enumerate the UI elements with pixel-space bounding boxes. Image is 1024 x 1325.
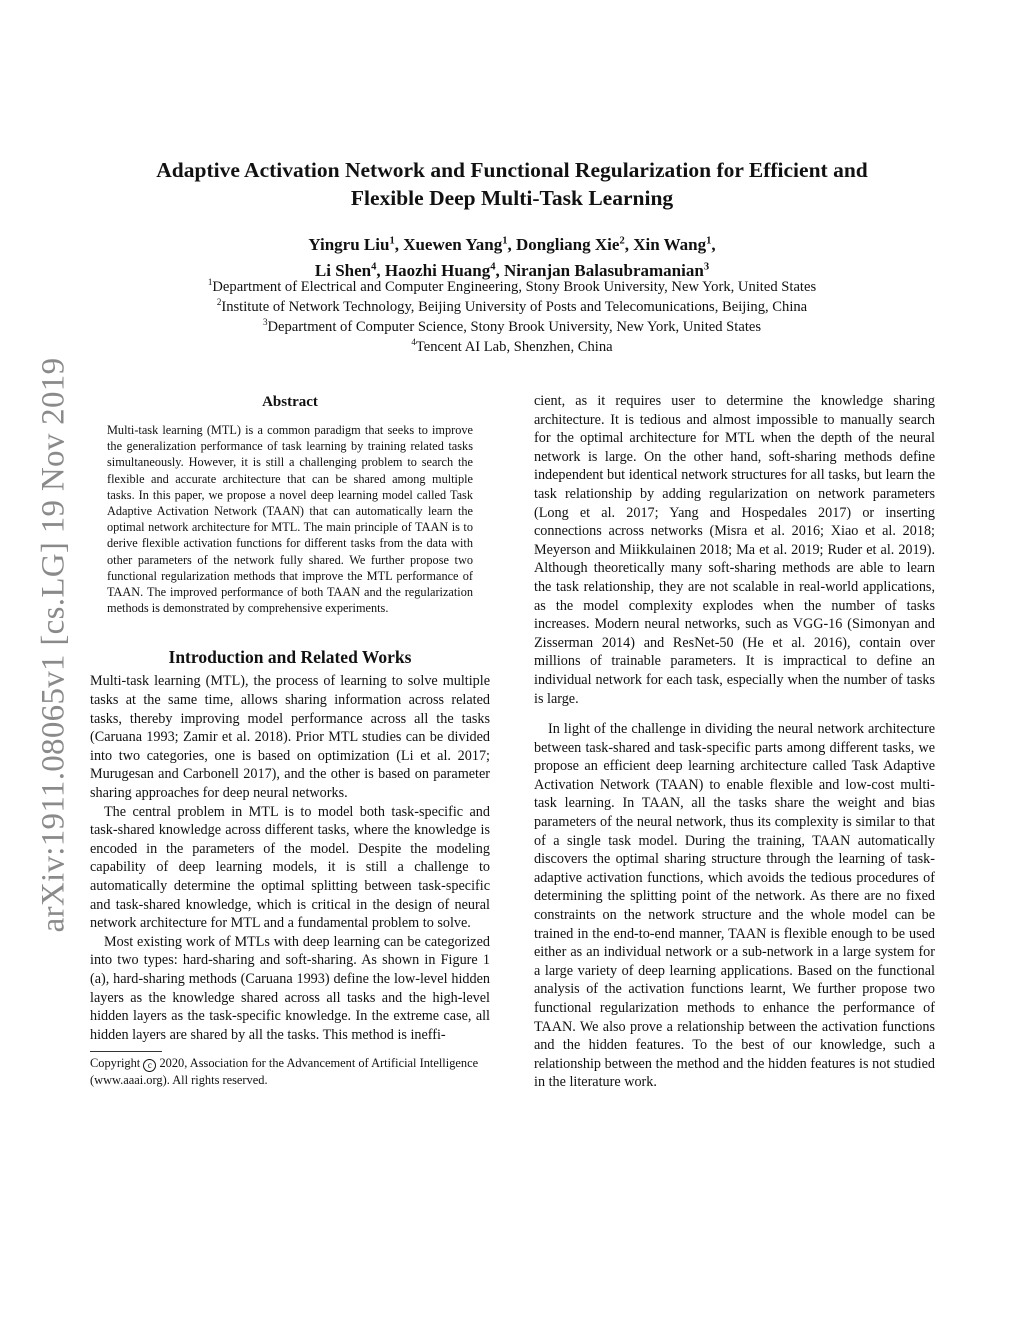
author-name: , Xin Wang: [624, 235, 707, 254]
abstract-heading: Abstract: [262, 394, 318, 410]
intro-paragraph-3: Most existing work of MTLs with deep learning can be categorized into two types: hard-sharing and soft-sharing. As shown in Figure 1 (a), hard-sharing methods (Caruana 1993) define the low-level hidden layers as the knowledge shared across all tasks and the high-level hidden layers as the task-specific knowledge. In the extreme case, all hidden layers are shared by all the tasks. This method is ineffi-: [90, 933, 490, 1043]
paper-title: [90, 156, 934, 212]
affiliation-mark: 1: [207, 277, 213, 288]
author-name: , Dongliang Xie: [507, 235, 620, 254]
author-name: , Haozhi Huang: [376, 261, 491, 280]
title-line-2: Flexible Deep Multi-Task Learning: [350, 186, 674, 210]
author-affil-mark: 4: [371, 261, 377, 273]
title-line-1: Adaptive Activation Network and Functional Regularization for Efficient and: [156, 158, 868, 182]
author-name: Yingru Liu: [308, 235, 390, 254]
footnote-text: 2020, Association for the Advancement of Artificial Intelligence (www.aaai.org). All rights reserved.: [90, 1056, 479, 1088]
affiliation-2: [90, 297, 934, 317]
author-name: Li Shen: [314, 261, 372, 280]
copyright-icon: c: [143, 1059, 156, 1072]
author-affil-mark: 2: [619, 235, 625, 247]
footnote-prefix: Copyright: [90, 1056, 144, 1071]
right-column: [534, 392, 935, 1092]
arxiv-identifier-stamp: arXiv:1911.08065v1 [cs.LG] 19 Nov 2019: [35, 357, 72, 933]
affiliation-4: [90, 337, 934, 357]
affiliation-mark: 3: [262, 317, 268, 328]
affiliation-text: Tencent AI Lab, Shenzhen, China: [415, 339, 613, 355]
author-separator: ,: [711, 235, 716, 254]
section-heading-introduction: Introduction and Related Works: [168, 647, 412, 668]
author-affil-mark: 4: [490, 261, 496, 273]
intro-paragraph-2: The central problem in MTL is to model both task-specific and task-shared knowledge across different tasks, where the knowledge is encoded in the parameters of the model. Despite the modeling capability of deep learning models, it is still a challenge to automatically determine the optimal splitting between task-specific and task-shared knowledge, which is critical in the design of neural network architecture for MTL and a fundamental problem to solve.: [90, 803, 490, 932]
footnote-divider: [90, 1051, 162, 1052]
intro-paragraph-4: In light of the challenge in dividing the neural network architecture between task-shared and task-specific parts among different tasks, we propose an efficient deep learning architecture called Task Adaptive Activation Network (TAAN) to enable flexible and low-cost multi-task learning. In TAAN, all the tasks share the weight and bias parameters of the neural network, thus its complexity is similar to that of a single task model. During the training, TAAN automatically discovers the optimal sharing structure through the learning of task-adaptive activation functions, which avoids the tedious procedures of determining the splitting point of the network. As there are no fixed constraints on the network structure and the whole model can be trained in the end-to-end manner, TAAN is flexible enough to be used either as an individual network or a sub-network in a large system for a large variety of deep learning applications. Based on the functional analysis of the activation functions learnt, We further propose two functional regularization methods to enhance the performance of TAAN. We also prove a relationship between the activation functions and the hidden features. To the best of our knowledge, such a relationship between the method and the hidden features is not studied in the literature work.: [534, 721, 935, 1091]
affiliation-text: Institute of Network Technology, Beijing University of Posts and Telecomunications, Beijing, China: [221, 299, 808, 315]
author-affil-mark: 3: [703, 261, 710, 273]
abstract-text: Multi-task learning (MTL) is a common paradigm that seeks to improve the generalization performance of task learning by training related tasks simultaneously. However, it is still a challenging problem to search the flexible and accurate architecture that can be shared among multiple tasks. In this paper, we propose a novel deep learning model called Task Adaptive Activation Network (TAAN) that can automatically learn the optimal network architecture for MTL. The main principle of TAAN is to derive flexible activation functions for different tasks from the data with other parameters of the network fully shared. We further propose two functional regularization methods that improve the MTL performance of TAAN. The improved performance of both TAAN and the regularization methods is demonstrated by comprehensive experiments.: [107, 423, 473, 616]
affiliation-1: [90, 277, 934, 297]
copyright-footnote: [90, 1055, 490, 1089]
left-column: [90, 392, 490, 1089]
author-affil-mark: 1: [502, 235, 508, 247]
affiliation-mark: 2: [216, 297, 222, 308]
author-name: , Xuewen Yang: [394, 235, 503, 254]
affiliation-3: [90, 317, 934, 337]
author-affil-mark: 1: [389, 235, 395, 247]
affiliation-mark: 4: [411, 337, 416, 348]
intro-paragraph-3-continued: cient, as it requires user to determine the knowledge sharing architecture. It is tedious and almost impossible to manually search for the optimal architecture for MTL when the depth of the neural network is large. On the other hand, soft-sharing methods define independent but identical network structures for all tasks, but learn the task relationship by adding regularization on network parameters (Long et al. 2017; Yang and Hospedales 2017) or inserting connections across networks (Misra et al. 2016; Xiao et al. 2018; Meyerson and Miikkulainen 2018; Ma et al. 2019; Ruder et al. 2019). Although theoretically many soft-sharing methods are able to learn the task relationship, they are not scalable in real-world applications, as the model complexity explodes when the number of tasks increases. Modern neural networks, such as VGG-16 (Simonyan and Zisserman 2014) and ResNet-50 (He et al. 2016), contain over millions of trainable parameters. It is impractical to define an individual network for each task, especially when the number of tasks is large.: [534, 393, 935, 707]
author-line-1: [90, 232, 934, 258]
intro-paragraph-1: Multi-task learning (MTL), the process of learning to solve multiple tasks at the same time, allows sharing information across related tasks, thereby improving model performance across all the tasks (Caruana 1993; Zamir et al. 2018). Prior MTL studies can be divided into two categories, one is based on optimization (Li et al. 2017; Murugesan and Carbonell 2017), and the other is based on parameter sharing approaches for deep neural networks.: [90, 673, 490, 801]
affiliation-list: [90, 277, 934, 357]
author-name: , Niranjan Balasubramanian: [495, 261, 704, 280]
affiliation-text: Department of Computer Science, Stony Brook University, New York, United States: [267, 319, 762, 335]
affiliation-text: Department of Electrical and Computer Engineering, Stony Brook University, New York, United States: [212, 279, 817, 295]
author-affil-mark: 1: [706, 235, 712, 247]
